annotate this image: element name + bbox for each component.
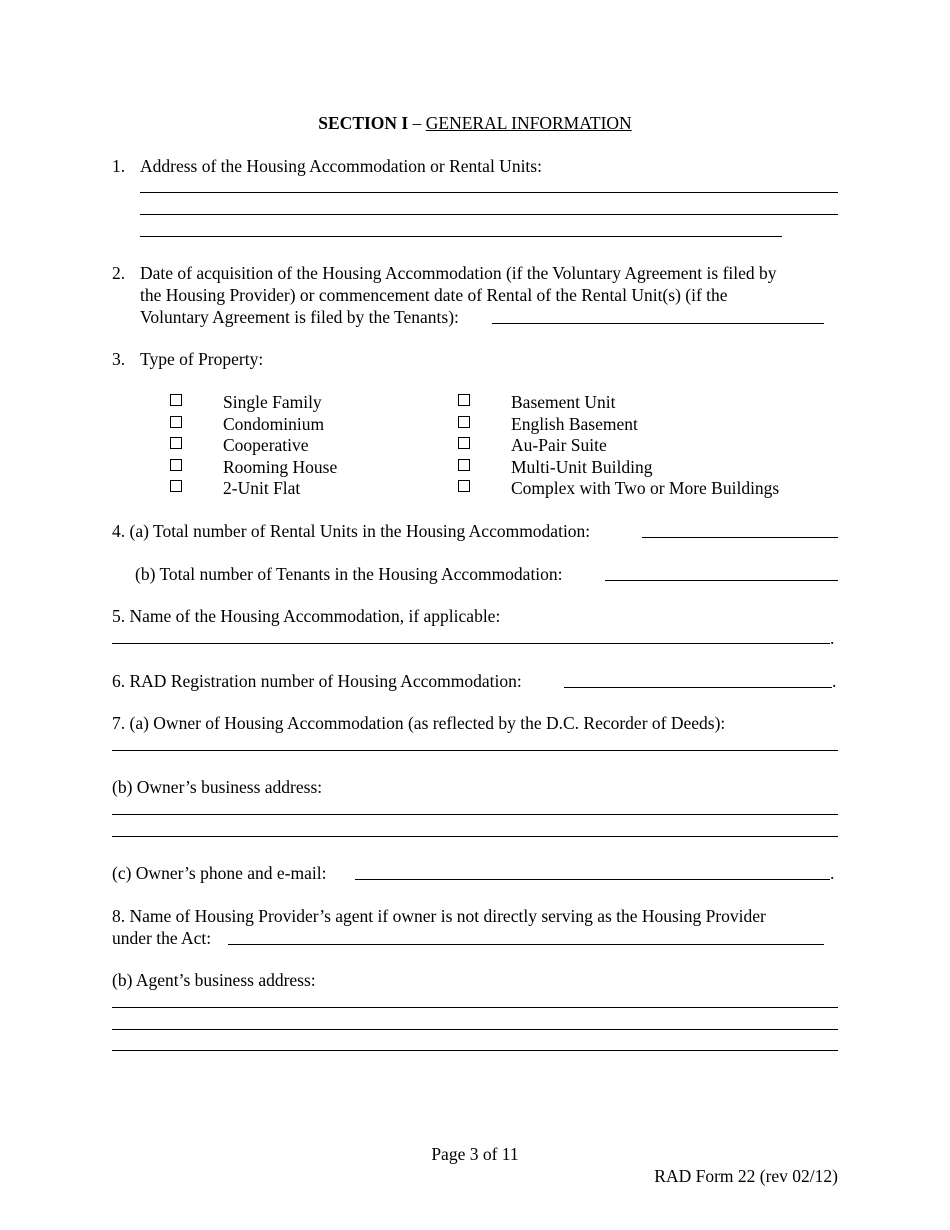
q6-label: 6. RAD Registration number of Housing Accommodation: [112,671,522,691]
q7c-contact-field[interactable] [355,879,830,880]
q2-number: 2. [112,263,126,283]
option-single-family: Single Family [223,392,322,412]
q8b-address-line-2[interactable] [112,1029,838,1030]
checkbox-au-pair-suite[interactable] [458,437,470,449]
q1-label: Address of the Housing Accommodation or Rental Units: [140,156,542,176]
q7b-address-line-2[interactable] [112,836,838,837]
option-2-unit-flat: 2-Unit Flat [223,478,301,498]
q2-text-line-3: Voluntary Agreement is filed by the Tenants): [140,307,459,327]
section-dash: – [408,113,426,133]
q2-date-field[interactable] [492,323,824,324]
q1-number: 1. [112,156,126,176]
q4a-label: 4. (a) Total number of Rental Units in the Housing Accommodation: [112,521,591,541]
q8b-address-line-3[interactable] [112,1050,838,1051]
checkbox-rooming-house[interactable] [170,459,182,471]
q4b-label: (b) Total number of Tenants in the Housing Accommodation: [135,564,563,584]
checkbox-english-basement[interactable] [458,416,470,428]
q7c-label: (c) Owner’s phone and e-mail: [112,863,327,883]
option-rooming-house: Rooming House [223,457,338,477]
checkbox-single-family[interactable] [170,394,182,406]
option-english-basement: English Basement [511,414,638,434]
q7a-label: 7. (a) Owner of Housing Accommodation (as reflected by the D.C. Recorder of Deeds): [112,713,726,733]
option-basement-unit: Basement Unit [511,392,616,412]
q3-number: 3. [112,349,126,369]
checkbox-basement-unit[interactable] [458,394,470,406]
option-multi-unit-building: Multi-Unit Building [511,457,653,477]
q6-period: . [832,671,837,691]
checkbox-cooperative[interactable] [170,437,182,449]
page-number: Page 3 of 11 [431,1144,519,1164]
q8-agent-field[interactable] [228,944,824,945]
q7b-label: (b) Owner’s business address: [112,777,323,797]
checkbox-multi-unit-building[interactable] [458,459,470,471]
q1-address-line-1[interactable] [140,192,838,193]
q5-label: 5. Name of the Housing Accommodation, if applicable: [112,606,501,626]
section-prefix: SECTION I [318,113,409,133]
option-au-pair-suite: Au-Pair Suite [511,435,607,455]
option-cooperative: Cooperative [223,435,309,455]
q7c-period: . [830,863,835,883]
q4b-tenants-field[interactable] [605,580,838,581]
section-heading: GENERAL INFORMATION [425,113,632,133]
q5-period: . [830,628,835,648]
form-id: RAD Form 22 (rev 02/12) [654,1166,838,1186]
q3-label: Type of Property: [140,349,264,369]
q1-address-line-3[interactable] [140,236,782,237]
q7b-address-line-1[interactable] [112,814,838,815]
q8b-address-line-1[interactable] [112,1007,838,1008]
option-condominium: Condominium [223,414,325,434]
q6-registration-field[interactable] [564,687,832,688]
q5-name-field[interactable] [112,643,830,644]
section-title [0,112,950,134]
q2-text-line-2: the Housing Provider) or commencement date of Rental of the Rental Unit(s) (if the [140,285,728,305]
q8-text-line-1: 8. Name of Housing Provider’s agent if owner is not directly serving as the Housing Provider [112,906,766,926]
checkbox-2-unit-flat[interactable] [170,480,182,492]
q4a-rental-units-field[interactable] [642,537,838,538]
q8b-label: (b) Agent’s business address: [112,970,316,990]
checkbox-complex-buildings[interactable] [458,480,470,492]
q8-text-line-2: under the Act: [112,928,212,948]
q1-address-line-2[interactable] [140,214,838,215]
option-complex-buildings: Complex with Two or More Buildings [511,478,780,498]
q2-text-line-1: Date of acquisition of the Housing Accommodation (if the Voluntary Agreement is filed by [140,263,777,283]
q7a-owner-field[interactable] [112,750,838,751]
checkbox-condominium[interactable] [170,416,182,428]
